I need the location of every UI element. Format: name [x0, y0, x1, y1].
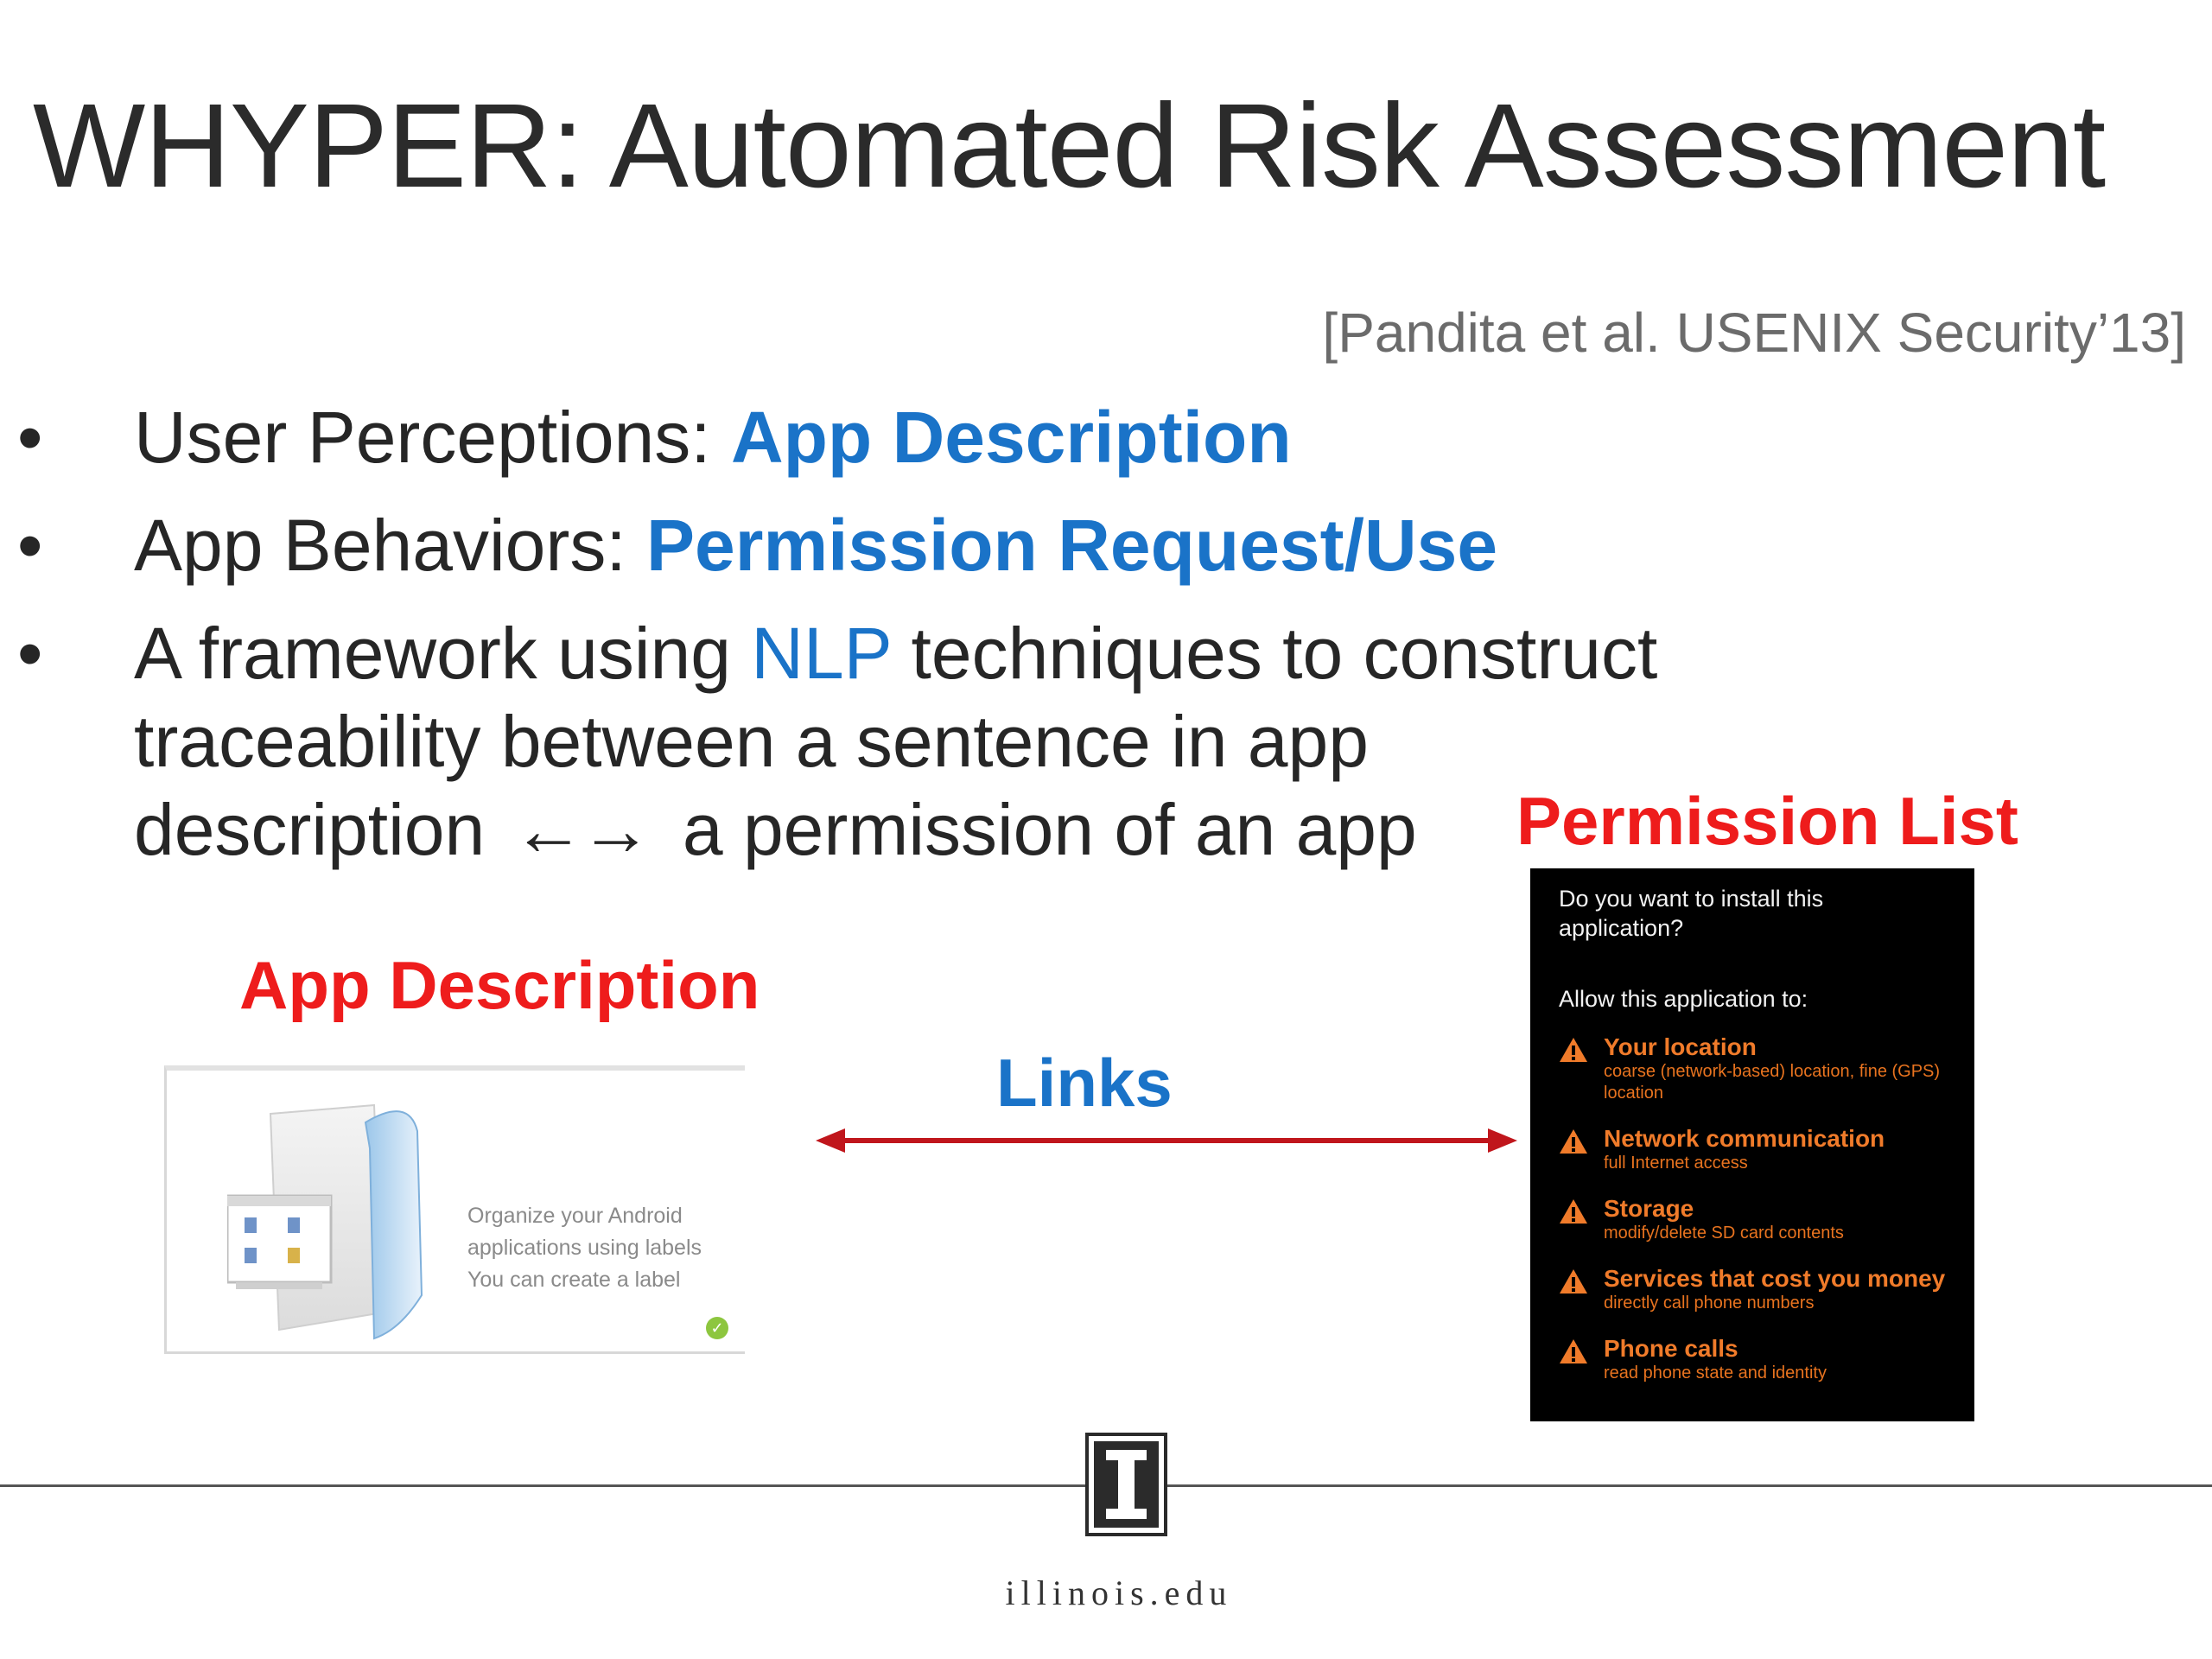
- permission-list-label: Permission List: [1516, 783, 2018, 859]
- check-icon: ✓: [706, 1317, 728, 1339]
- illinois-logo-icon: [1094, 1441, 1159, 1528]
- bullet-dot: •: [17, 505, 43, 586]
- double-arrow-icon: [816, 1123, 1517, 1158]
- permission-title: Phone calls: [1604, 1335, 1738, 1362]
- university-logo: [1085, 1433, 1167, 1536]
- permission-item: [1559, 1125, 1974, 1174]
- permission-item: [1559, 1033, 1974, 1104]
- permission-title: Network communication: [1604, 1125, 1885, 1152]
- bidirectional-arrow-icon: ←→: [512, 789, 647, 870]
- app-description-label: App Description: [239, 947, 760, 1023]
- bullet-text: A framework using: [134, 613, 752, 694]
- bullet-dot: •: [17, 613, 43, 694]
- permission-item: [1559, 1195, 1974, 1244]
- permission-desc: coarse (network-based) location, fine (GPS) location: [1604, 1062, 1941, 1103]
- slide-title: WHYPER: Automated Risk Assessment: [33, 79, 2106, 213]
- app-text-line: applications using labels: [467, 1236, 702, 1260]
- app-text-line: Organize your Android: [467, 1204, 683, 1228]
- bullet-text: App Behaviors:: [134, 505, 647, 586]
- bullet-text: techniques to construct traceability between a sentence in app description: [134, 613, 1658, 870]
- warning-icon: [1559, 1198, 1588, 1224]
- app-text-line: You can create a label: [467, 1268, 681, 1292]
- bullet-app-behaviors: [17, 501, 1745, 589]
- permission-title: Your location: [1604, 1033, 1757, 1060]
- bullet-highlight-nlp: NLP: [751, 613, 892, 694]
- bullet-user-perceptions: [17, 393, 1745, 481]
- install-question: Do you want to install this application?: [1559, 886, 1824, 941]
- bullet-highlight: Permission Request/Use: [646, 505, 1498, 586]
- warning-icon: [1559, 1338, 1588, 1364]
- warning-icon: [1559, 1037, 1588, 1063]
- warning-icon: [1559, 1128, 1588, 1154]
- permission-desc: modify/delete SD card contents: [1604, 1224, 1844, 1243]
- warning-icon: [1559, 1268, 1588, 1294]
- bullet-text: User Perceptions:: [134, 397, 731, 478]
- permission-dialog: [1530, 868, 1974, 1421]
- permission-item: [1559, 1265, 1974, 1314]
- links-label: Links: [996, 1045, 1173, 1121]
- permission-desc: directly call phone numbers: [1604, 1294, 1815, 1313]
- app-description-text: [467, 1200, 744, 1296]
- footer-url: illinois.edu: [1005, 1573, 1233, 1612]
- bullet-list: [17, 393, 1745, 893]
- permission-desc: read phone state and identity: [1604, 1363, 1827, 1382]
- bullet-text: a permission of an app: [662, 789, 1417, 870]
- permission-title: Services that cost you money: [1604, 1265, 1946, 1292]
- permission-item: [1559, 1335, 1974, 1384]
- bullet-framework: [17, 609, 1659, 874]
- bullet-dot: •: [17, 397, 43, 478]
- permission-title: Storage: [1604, 1195, 1694, 1222]
- citation: [Pandita et al. USENIX Security’13]: [1322, 302, 2186, 364]
- allow-heading: Allow this application to:: [1559, 986, 1808, 1012]
- permission-desc: full Internet access: [1604, 1154, 1748, 1173]
- app-description-screenshot: [164, 1065, 745, 1354]
- folder-icon: [227, 1096, 486, 1347]
- bullet-highlight: App Description: [730, 397, 1292, 478]
